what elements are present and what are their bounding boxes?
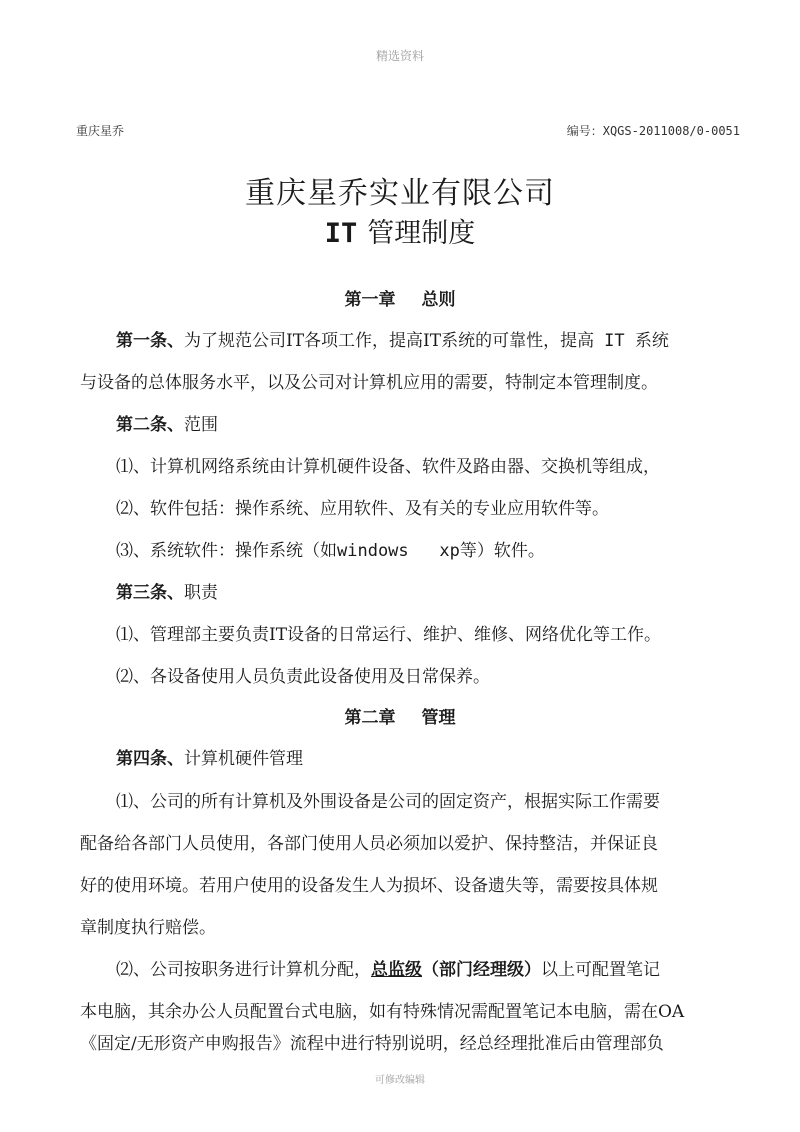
- article-2-item-3: [116, 536, 545, 561]
- article-title: 职责: [184, 583, 218, 603]
- article-2-heading: [116, 410, 218, 435]
- article-text: 为了规范公司IT各项工作，提高IT系统的可靠性，提高: [184, 331, 595, 351]
- underlined-term: 总监级: [371, 960, 422, 980]
- chapter-number: 第二章: [344, 708, 396, 728]
- article-title: 范围: [184, 415, 218, 435]
- subtitle-text: 管理制度: [367, 218, 476, 249]
- article-2-item-1: ⑴、计算机网络系统由计算机硬件设备、软件及路由器、交换机等组成，: [116, 457, 660, 477]
- article-1-line-1: [116, 326, 669, 351]
- article-3-item-2: ⑵、各设备使用人员负责此设备使用及日常保养。: [116, 667, 490, 687]
- item-text: windows xp: [337, 541, 460, 561]
- article-2-item-2: ⑵、软件包括：操作系统、应用软件、及有关的专业应用软件等。: [116, 499, 609, 519]
- document-title: 重庆星乔实业有限公司: [245, 176, 555, 211]
- bold-term: （部门经理级）: [422, 960, 541, 980]
- article-3-item-1: ⑴、管理部主要负责IT设备的日常运行、维护、维修、网络优化等工作。: [116, 625, 662, 645]
- chapter-name: 总则: [421, 290, 456, 310]
- item-text: 等）软件。: [459, 541, 545, 561]
- watermark-top: 精选资料: [375, 49, 424, 63]
- chapter-number: 第一章: [344, 290, 396, 310]
- article-4-p2-line-1: [116, 955, 660, 980]
- article-4-p2-line-3: 《固定/无形资产申购报告》流程中进行特别说明，经总经理批准后由管理部负: [80, 1034, 664, 1054]
- article-title: 计算机硬件管理: [184, 749, 303, 769]
- article-4-p1-line-4: 章制度执行赔偿。: [80, 918, 216, 938]
- article-label: 第二条、: [116, 415, 184, 435]
- article-4-heading: [116, 744, 303, 769]
- article-label: 第三条、: [116, 583, 184, 603]
- article-4-p1-line-1: ⑴、公司的所有计算机及外围设备是公司的固定资产，根据实际工作需要: [116, 792, 660, 812]
- document-subtitle: [0, 211, 800, 250]
- article-label: 第一条、: [116, 331, 184, 351]
- article-4-p1-line-2: 配备给各部门人员使用，各部门使用人员必须加以爱护、保持整洁，并保证良: [80, 834, 658, 854]
- chapter-name: 管理: [421, 708, 456, 728]
- item-text: ⑶、系统软件：操作系统（如: [116, 541, 337, 561]
- article-text: IT 系统: [604, 331, 669, 351]
- paragraph-text: 以上可配置笔记: [541, 960, 660, 980]
- article-4-p1-line-3: 好的使用环境。若用户使用的设备发生人为损坏、设备遗失等，需要按具体规: [80, 876, 658, 896]
- article-3-heading: [116, 578, 218, 603]
- article-1-line-2: 与设备的总体服务水平，以及公司对计算机应用的需要，特制定本管理制度。: [80, 373, 658, 393]
- chapter-2-heading: [0, 703, 800, 728]
- document-number: 编号：XQGS-2011008/0-0051: [566, 124, 740, 138]
- article-4-p2-line-2: 本电脑，其余办公人员配置台式电脑，如有特殊情况需配置笔记本电脑，需在OA: [80, 1002, 685, 1022]
- header-company: 重庆星乔: [76, 124, 125, 138]
- subtitle-code: IT: [324, 218, 358, 249]
- chapter-1-heading: [0, 285, 800, 310]
- watermark-bottom: 可修改编辑: [375, 1075, 425, 1086]
- paragraph-text: ⑵、公司按职务进行计算机分配，: [116, 960, 371, 980]
- article-label: 第四条、: [116, 749, 184, 769]
